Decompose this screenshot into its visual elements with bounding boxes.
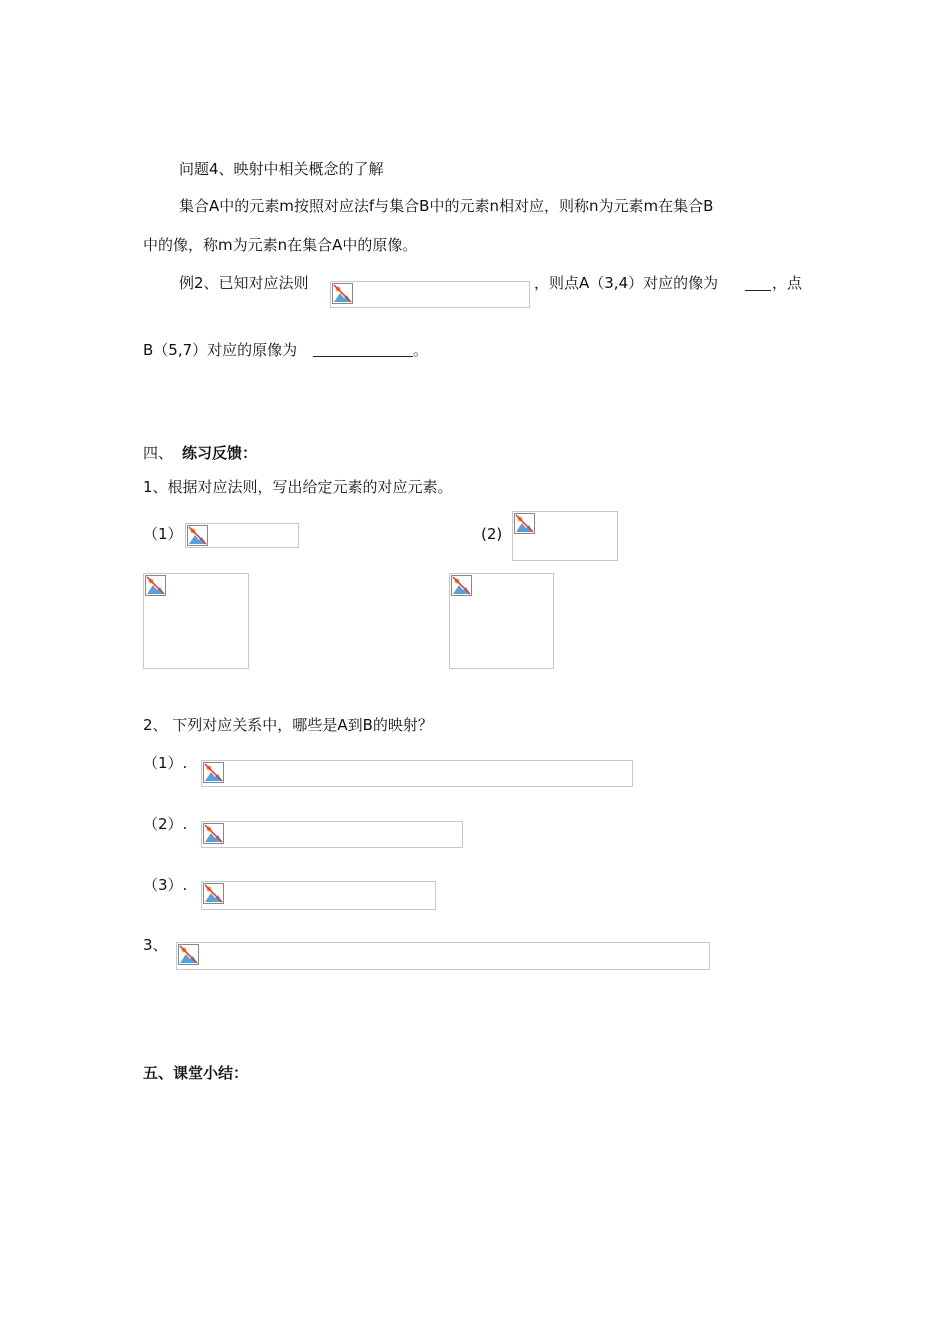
broken-image-icon [514, 513, 535, 534]
broken-image-icon [203, 883, 224, 904]
exercise2-label-1: （1）. [143, 754, 188, 772]
answer-blank-preimage[interactable] [313, 342, 413, 357]
exercise1-diagram-1 [143, 573, 249, 669]
answer-blank-image[interactable] [745, 276, 771, 291]
definition-line2: 中的像，称m为元素n在集合A中的原像。 [143, 236, 418, 254]
broken-image-icon [203, 823, 224, 844]
example2-middle: ，则点A（3,4）对应的像为 [534, 274, 719, 292]
section4-title: 练习反馈： [182, 444, 258, 462]
example2-prefix: 例2、已知对应法则 [179, 274, 309, 292]
exercise1-label-1: （1） [143, 525, 183, 543]
exercise2-image-3 [201, 881, 436, 910]
definition-line1: 集合A中的元素m按照对应法f与集合B中的元素n相对应，则称n为元素m在集合B [179, 197, 714, 215]
exercise2-label-2: （2）. [143, 815, 188, 833]
broken-image-icon [187, 525, 208, 546]
exercise1-image-2 [512, 511, 618, 561]
broken-image-icon [451, 575, 472, 596]
exercise2-title: 2、 下列对应关系中，哪些是A到B的映射？ [143, 716, 433, 734]
section4-number: 四、 [143, 444, 174, 462]
exercise2-image-1 [201, 760, 633, 787]
broken-image-icon [178, 944, 199, 965]
section5-heading: 五、课堂小结： [143, 1064, 249, 1082]
q4-title: 问题4、映射中相关概念的了解 [179, 160, 384, 178]
exercise1-label-2: (2) [481, 525, 503, 543]
exercise3-image [176, 942, 710, 970]
exercise1-image-1 [185, 523, 299, 548]
broken-image-icon [145, 575, 166, 596]
formula-image [330, 281, 530, 308]
example2-line2-end: 。 [413, 341, 429, 359]
exercise3-label: 3、 [143, 936, 168, 954]
example2-line2-prefix: B（5,7）对应的原像为 [143, 341, 298, 359]
exercise2-label-3: （3）. [143, 876, 188, 894]
example2-end: ，点 [772, 274, 803, 292]
exercise2-image-2 [201, 821, 463, 848]
exercise1-title: 1、根据对应法则，写出给定元素的对应元素。 [143, 478, 453, 496]
broken-image-icon [203, 762, 224, 783]
broken-image-icon [332, 283, 353, 304]
exercise1-diagram-2 [449, 573, 554, 669]
